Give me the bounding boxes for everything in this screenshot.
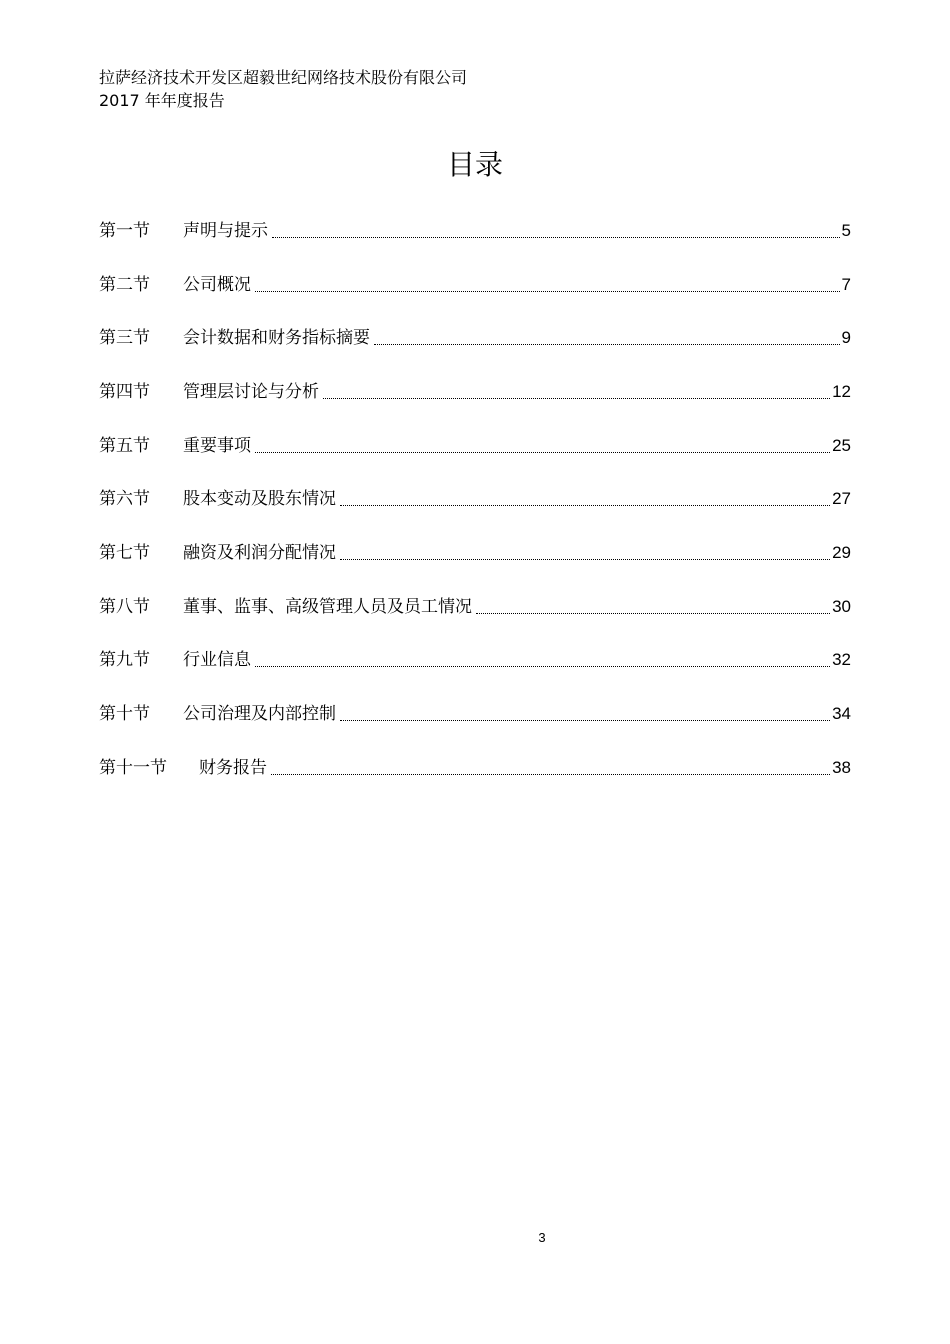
toc-section-title: 重要事项 — [183, 436, 251, 456]
toc-section-title: 行业信息 — [183, 650, 251, 670]
toc-section-number: 第十一节 — [99, 758, 167, 778]
dot-leader — [255, 666, 830, 667]
toc-section-title: 声明与提示 — [183, 221, 268, 241]
toc-page-number: 12 — [832, 382, 851, 401]
company-name: 拉萨经济技术开发区超毅世纪网络技术股份有限公司 — [99, 68, 468, 87]
toc-entry[interactable] — [99, 380, 851, 404]
toc-entry[interactable] — [99, 219, 851, 243]
dot-leader — [340, 720, 830, 721]
toc-entry[interactable] — [99, 541, 851, 565]
toc-section-number: 第二节 — [99, 275, 150, 295]
dot-leader — [272, 237, 840, 238]
toc-page-number: 38 — [832, 758, 851, 777]
dot-leader — [255, 291, 840, 292]
toc-page-number: 29 — [832, 543, 851, 562]
dot-leader — [340, 505, 830, 506]
dot-leader — [374, 344, 840, 345]
dot-leader — [323, 398, 830, 399]
report-title: 2017 年年度报告 — [99, 91, 225, 110]
toc-section-title: 管理层讨论与分析 — [183, 382, 319, 402]
toc-page-number: 27 — [832, 489, 851, 508]
toc-entry[interactable] — [99, 756, 851, 780]
toc-page-number: 7 — [841, 275, 851, 294]
toc-entry[interactable] — [99, 273, 851, 297]
toc-page-number: 32 — [832, 650, 851, 669]
toc-entry[interactable] — [99, 702, 851, 726]
toc-entry[interactable] — [99, 434, 851, 458]
toc-section-number: 第四节 — [99, 382, 150, 402]
toc-entry[interactable] — [99, 326, 851, 350]
toc-section-number: 第七节 — [99, 543, 150, 563]
toc-title: 目录 — [446, 148, 503, 181]
toc-section-title: 股本变动及股东情况 — [183, 489, 336, 509]
toc-section-number: 第六节 — [99, 489, 150, 509]
dot-leader — [255, 452, 830, 453]
toc-entry[interactable] — [99, 648, 851, 672]
toc-section-number: 第五节 — [99, 436, 150, 456]
page-number: 3 — [538, 1230, 546, 1245]
toc-entry[interactable] — [99, 487, 851, 511]
toc-page-number: 25 — [832, 436, 851, 455]
toc-section-title: 财务报告 — [199, 758, 267, 778]
toc-section-title: 董事、监事、高级管理人员及员工情况 — [183, 597, 472, 617]
toc-section-title: 公司概况 — [183, 275, 251, 295]
toc-section-number: 第九节 — [99, 650, 150, 670]
toc-page-number: 30 — [832, 597, 851, 616]
toc-section-title: 公司治理及内部控制 — [183, 704, 336, 724]
toc-page-number: 9 — [841, 328, 851, 347]
dot-leader — [340, 559, 830, 560]
dot-leader — [271, 774, 830, 775]
dot-leader — [476, 613, 830, 614]
toc-section-number: 第八节 — [99, 597, 150, 617]
toc-entry[interactable] — [99, 595, 851, 619]
toc-section-title: 会计数据和财务指标摘要 — [183, 328, 370, 348]
toc-page-number: 34 — [832, 704, 851, 723]
document-header — [99, 66, 467, 112]
toc-section-number: 第一节 — [99, 221, 150, 241]
toc-page-number: 5 — [841, 221, 851, 240]
toc-section-number: 第三节 — [99, 328, 150, 348]
toc-section-title: 融资及利润分配情况 — [183, 543, 336, 563]
toc-section-number: 第十节 — [99, 704, 150, 724]
